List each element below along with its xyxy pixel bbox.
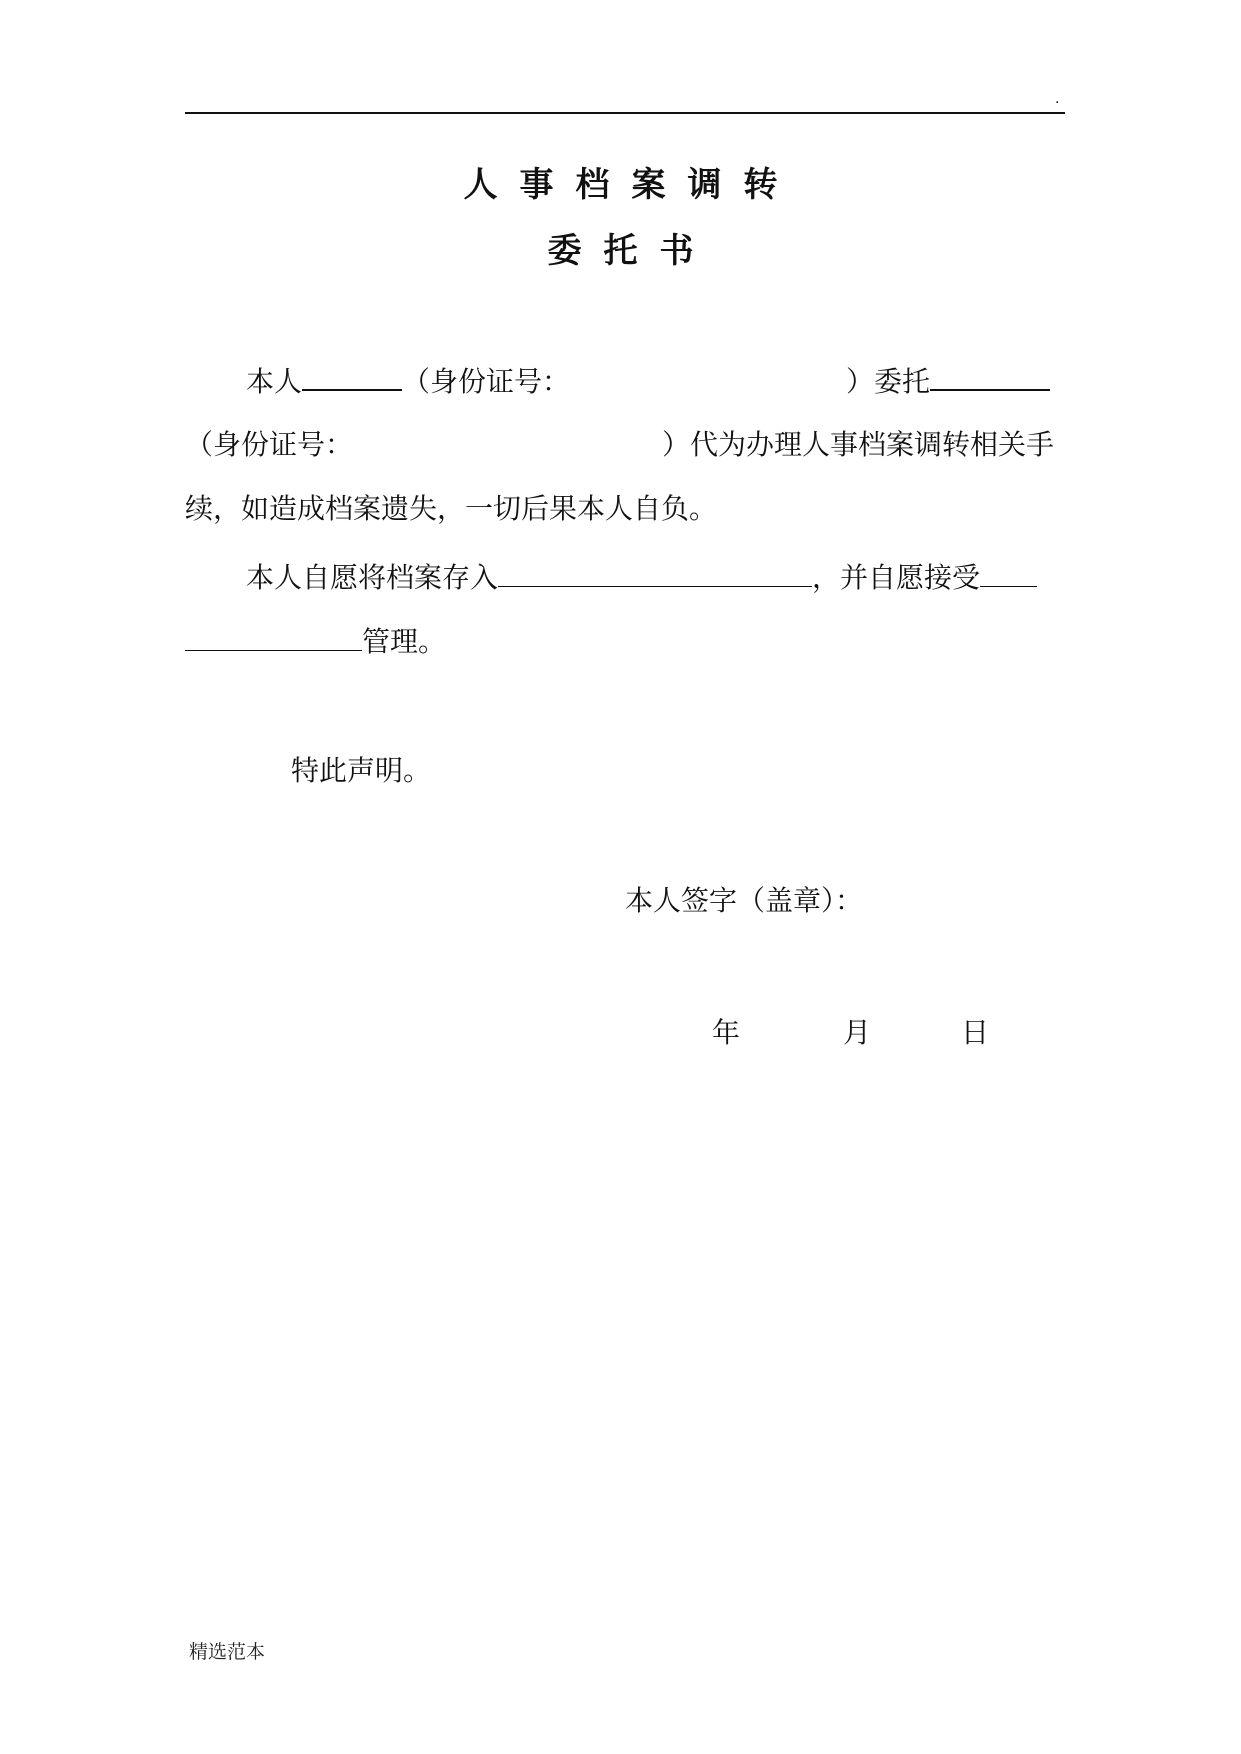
- paragraph-1-line-1: [246, 363, 1050, 399]
- document-title: 人事档案调转: [463, 165, 800, 205]
- entrust-label: ）委托: [846, 365, 931, 398]
- agent-name-blank[interactable]: [930, 363, 1050, 391]
- paragraph-2-line-2: [185, 624, 446, 659]
- principal-id-label: （身份证号：: [402, 365, 571, 398]
- document-subtitle: 委托书: [547, 231, 716, 271]
- principal-label: 本人: [246, 365, 303, 398]
- statement: 特此声明。: [291, 754, 432, 787]
- manager-blank-end[interactable]: [185, 624, 362, 651]
- header-rule: [185, 112, 1065, 114]
- date-day-label: 日: [961, 1016, 990, 1049]
- date-year-label: 年: [712, 1016, 741, 1049]
- header-dot: .: [1055, 91, 1060, 107]
- paragraph-1-line-2: [185, 428, 1054, 462]
- paragraph-2-line-1: [246, 560, 1037, 595]
- archive-location-blank[interactable]: [498, 560, 812, 587]
- principal-name-blank[interactable]: [302, 363, 402, 391]
- manager-blank-start[interactable]: [980, 560, 1037, 587]
- footer-text: 精选范本: [189, 1641, 266, 1663]
- manage-label: 管理。: [362, 625, 447, 658]
- signature-label: 本人签字（盖章）：: [625, 884, 864, 917]
- agent-id-label: （身份证号：: [185, 428, 354, 461]
- date-month-label: 月: [843, 1016, 872, 1049]
- archive-deposit-label: 本人自愿将档案存入: [246, 561, 499, 594]
- accept-label: ，并自愿接受: [812, 561, 981, 594]
- paragraph-1-line-3: 续，如造成档案遗失，一切后果本人自负。: [185, 492, 718, 525]
- agent-duty-text: ）代为办理人事档案调转相关手: [662, 428, 1055, 461]
